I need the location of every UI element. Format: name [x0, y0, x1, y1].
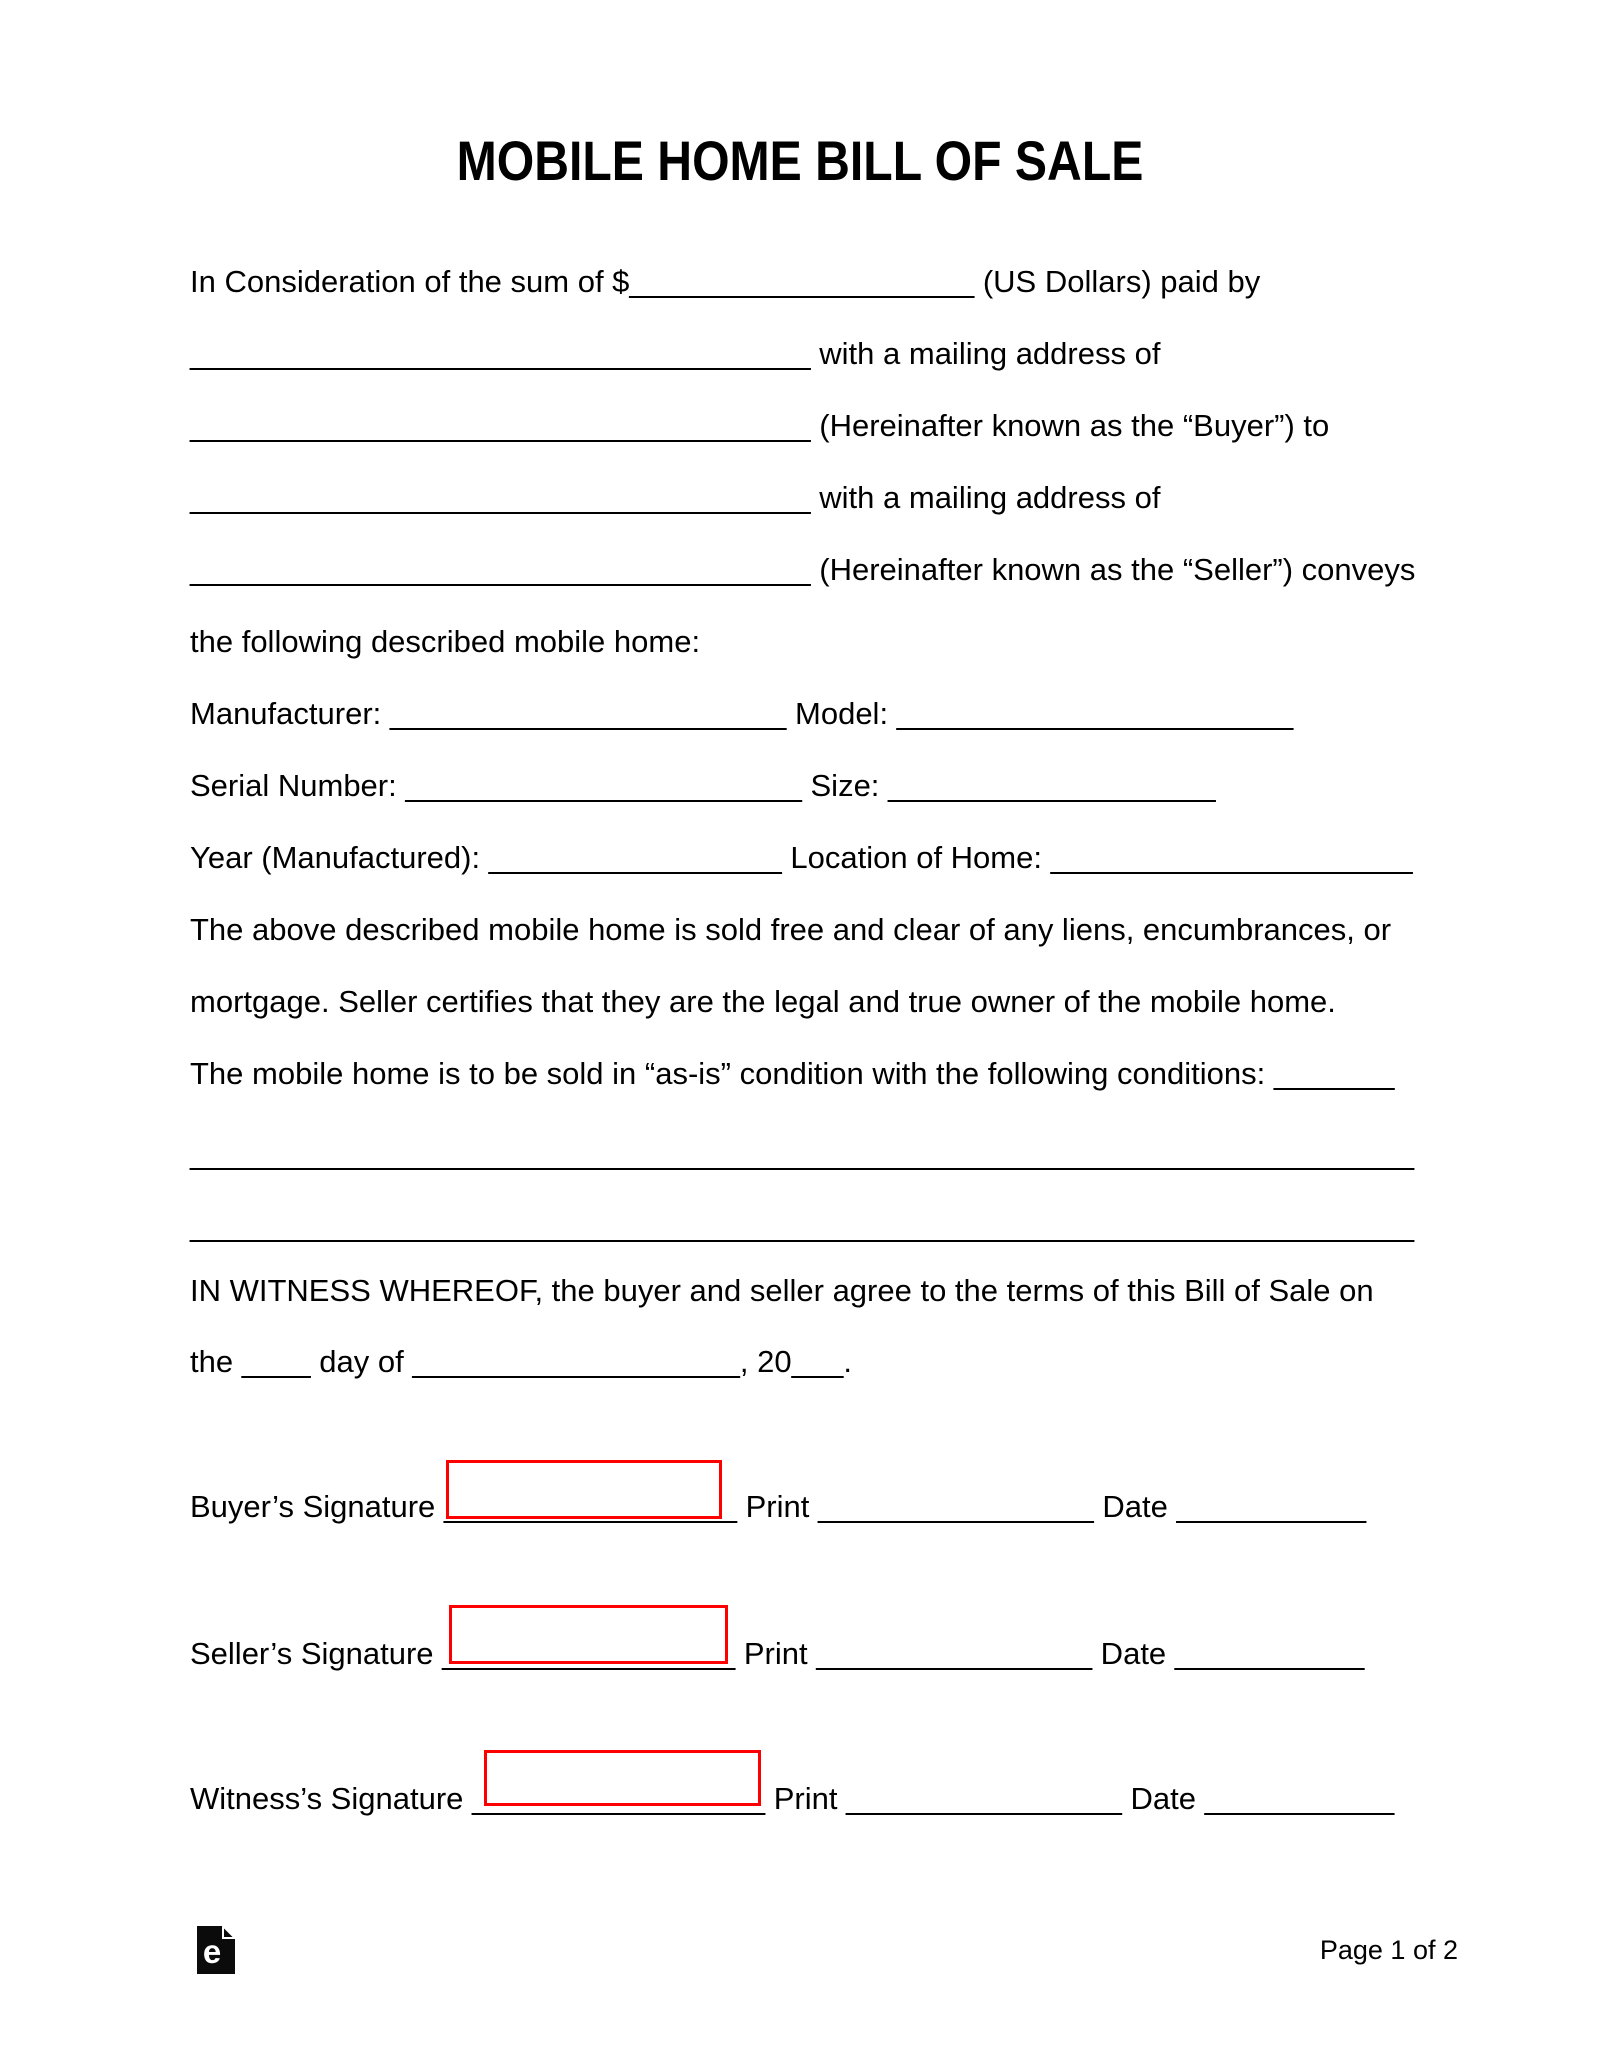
seller-signature-row: Seller’s Signature _________________ Print ________________ Date ___________: [190, 1636, 1365, 1671]
witness-clause-line-1: IN WITNESS WHEREOF, the buyer and seller agree to the terms of this Bill of Sale on: [190, 1273, 1374, 1308]
field-row-manufacturer-model: Manufacturer: _______________________ Model: _______________________: [190, 696, 1294, 731]
eforms-logo-letter: e: [202, 1933, 222, 1970]
buyer-signature-row: Buyer’s Signature _________________ Print ________________ Date ___________: [190, 1489, 1367, 1524]
terms-line-1: The above described mobile home is sold free and clear of any liens, encumbrances, or: [190, 912, 1392, 947]
page-title: MOBILE HOME BILL OF SALE: [456, 129, 1144, 192]
field-row-serial-size: Serial Number: _______________________ Size: ___________________: [190, 768, 1216, 803]
described-home-intro-line: the following described mobile home:: [190, 624, 701, 659]
terms-line-3: The mobile home is to be sold in “as-is” condition with the following conditions: _______: [190, 1056, 1395, 1091]
page-number: Page 1 of 2: [1319, 1935, 1458, 1965]
consideration-line-amount: In Consideration of the sum of $____________________ (US Dollars) paid by: [190, 264, 1261, 299]
field-row-year-location: Year (Manufactured): _________________ Location of Home: _____________________: [190, 840, 1413, 875]
conditions-blank-line-1: _______________________________________________________________________: [190, 1136, 1415, 1171]
witness-signature-row: Witness’s Signature _________________ Print ________________ Date ___________: [190, 1781, 1395, 1816]
seller-signature-field-box[interactable]: [449, 1605, 728, 1664]
seller-address-blank-line: ____________________________________ (Hereinafter known as the “Seller”) conveys: [190, 552, 1416, 587]
buyer-name-blank-line: ____________________________________ with a mailing address of: [190, 336, 1161, 371]
terms-line-2: mortgage. Seller certifies that they are the legal and true owner of the mobile home.: [190, 984, 1336, 1019]
buyer-signature-field-box[interactable]: [446, 1460, 722, 1519]
seller-name-blank-line: ____________________________________ with a mailing address of: [190, 480, 1161, 515]
witness-signature-field-box[interactable]: [484, 1750, 761, 1806]
eforms-logo: [197, 1926, 235, 1974]
witness-clause-line-2: the ____ day of ___________________, 20___.: [190, 1344, 852, 1379]
buyer-address-blank-line: ____________________________________ (Hereinafter known as the “Buyer”) to: [190, 408, 1330, 443]
conditions-blank-line-2: _______________________________________________________________________: [190, 1208, 1415, 1243]
